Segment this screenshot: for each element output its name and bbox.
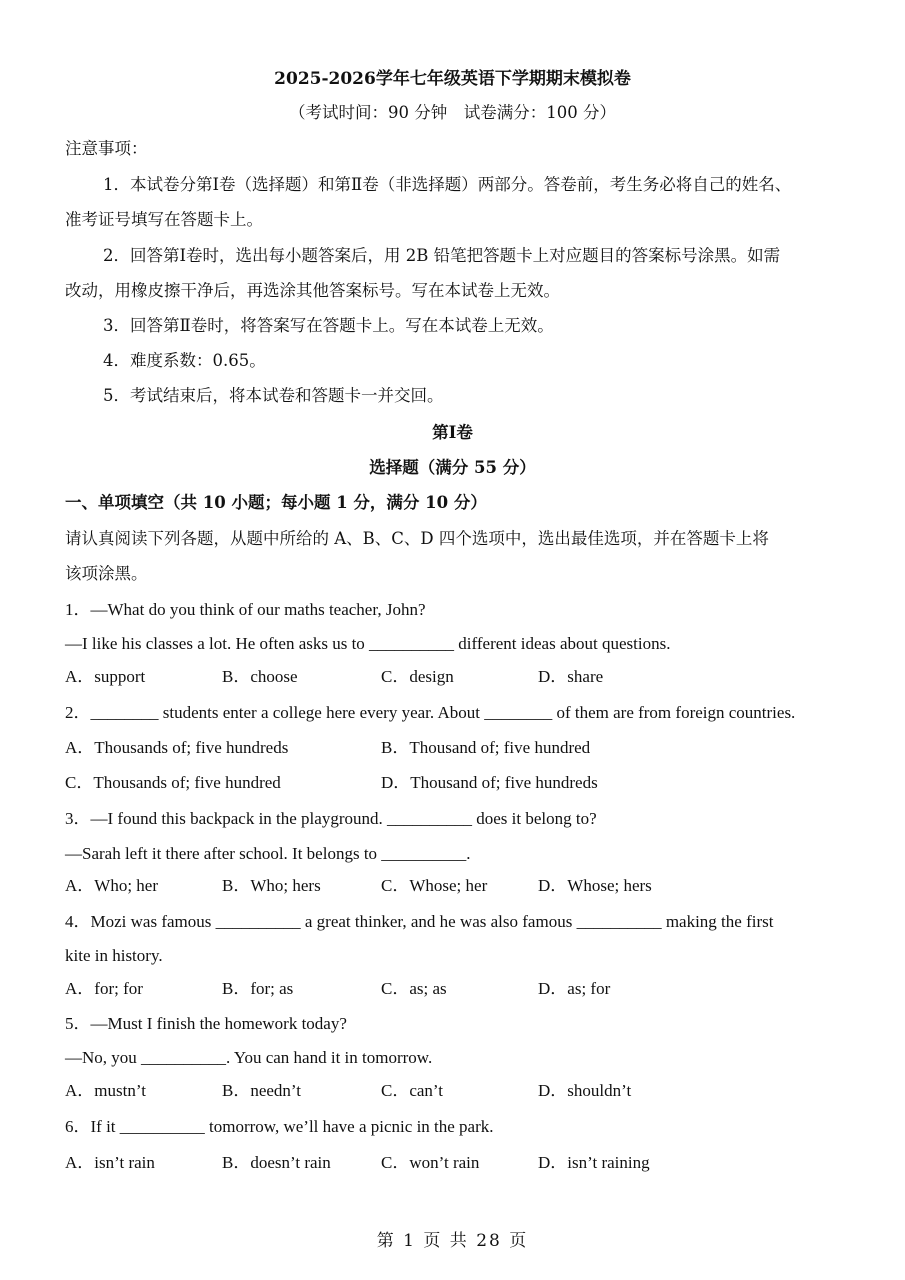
exam-title: 2025-2026学年七年级英语下学期期末模拟卷 [274, 69, 631, 89]
part-title: 第Ⅰ卷 [432, 423, 473, 442]
q5-option-b: B．needn’t [222, 1081, 302, 1100]
section-heading: 一、单项填空（共 10 小题；每小题 1 分，满分 10 分） [65, 493, 487, 512]
q4-option-c: C．as; as [381, 979, 447, 998]
notice-item-5: 5．考试结束后，将本试卷和答题卡一并交回。 [103, 386, 444, 405]
question-4-line-2: kite in history. [65, 946, 163, 965]
q1-option-a: A．support [65, 667, 146, 686]
q6-option-d: D．isn’t raining [538, 1153, 650, 1172]
notice-item-4: 4．难度系数：0.65。 [103, 351, 266, 370]
q5-option-a: A．mustn’t [65, 1081, 146, 1100]
question-5-line-1: 5．—Must I finish the homework today? [65, 1014, 347, 1033]
q4-option-a: A．for; for [65, 979, 143, 998]
q1-option-d: D．share [538, 667, 604, 686]
q2-option-d: D．Thousand of; five hundreds [381, 773, 598, 792]
part-subtitle: 选择题（满分 55 分） [369, 458, 536, 477]
notice-item-2-cont: 改动，用橡皮擦干净后，再选涂其他答案标号。写在本试卷上无效。 [65, 281, 560, 300]
notice-item-2: 2．回答第Ⅰ卷时，选出每小题答案后，用 2B 铅笔把答题卡上对应题目的答案标号涂黑。如需 [103, 246, 781, 265]
question-3-line-2: —Sarah left it there after school. It belongs to __________. [65, 844, 471, 863]
question-6-line-1: 6．If it __________ tomorrow, we’ll have a picnic in the park. [65, 1117, 494, 1136]
q1-option-c: C．design [381, 667, 454, 686]
section-instructions-cont: 该项涂黑。 [65, 564, 148, 583]
q5-option-d: D．shouldn’t [538, 1081, 632, 1100]
question-1-line-2: —I like his classes a lot. He often asks us to __________ different ideas about questions. [65, 634, 671, 653]
q6-option-c: C．won’t rain [381, 1153, 480, 1172]
q1-option-b: B．choose [222, 667, 298, 686]
question-2-line-1: 2．________ students enter a college here every year. About ________ of them are from foreign countries. [65, 703, 796, 722]
notice-item-1: 1．本试卷分第Ⅰ卷（选择题）和第Ⅱ卷（非选择题）两部分。答卷前，考生务必将自己的姓名、 [103, 175, 792, 194]
q3-option-c: C．Whose; her [381, 876, 488, 895]
question-4-line-1: 4．Mozi was famous __________ a great thinker, and he was also famous __________ making the first [65, 912, 774, 931]
q3-option-a: A．Who; her [65, 876, 159, 895]
exam-subtitle: （考试时间：90 分钟 试卷满分：100 分） [289, 103, 616, 122]
notice-heading: 注意事项： [65, 139, 148, 158]
q6-option-a: A．isn’t rain [65, 1153, 155, 1172]
q2-option-a: A．Thousands of; five hundreds [65, 738, 289, 757]
q4-option-d: D．as; for [538, 979, 611, 998]
q5-option-c: C．can’t [381, 1081, 444, 1100]
q2-option-c: C．Thousands of; five hundred [65, 773, 281, 792]
question-1-line-1: 1．—What do you think of our maths teacher, John? [65, 600, 426, 619]
notice-item-1-cont: 准考证号填写在答题卡上。 [65, 210, 263, 229]
notice-item-3: 3．回答第Ⅱ卷时，将答案写在答题卡上。写在本试卷上无效。 [103, 316, 554, 335]
q4-option-b: B．for; as [222, 979, 294, 998]
question-3-line-1: 3．—I found this backpack in the playground. __________ does it belong to? [65, 809, 597, 828]
q2-option-b: B．Thousand of; five hundred [381, 738, 591, 757]
q3-option-b: B．Who; hers [222, 876, 321, 895]
page-number: 第 1 页 共 28 页 [376, 1231, 529, 1251]
q6-option-b: B．doesn’t rain [222, 1153, 331, 1172]
question-5-line-2: —No, you __________. You can hand it in tomorrow. [65, 1048, 433, 1067]
section-instructions: 请认真阅读下列各题，从题中所给的 A、B、C、D 四个选项中，选出最佳选项，并在答题卡上将 [65, 529, 769, 548]
q3-option-d: D．Whose; hers [538, 876, 652, 895]
